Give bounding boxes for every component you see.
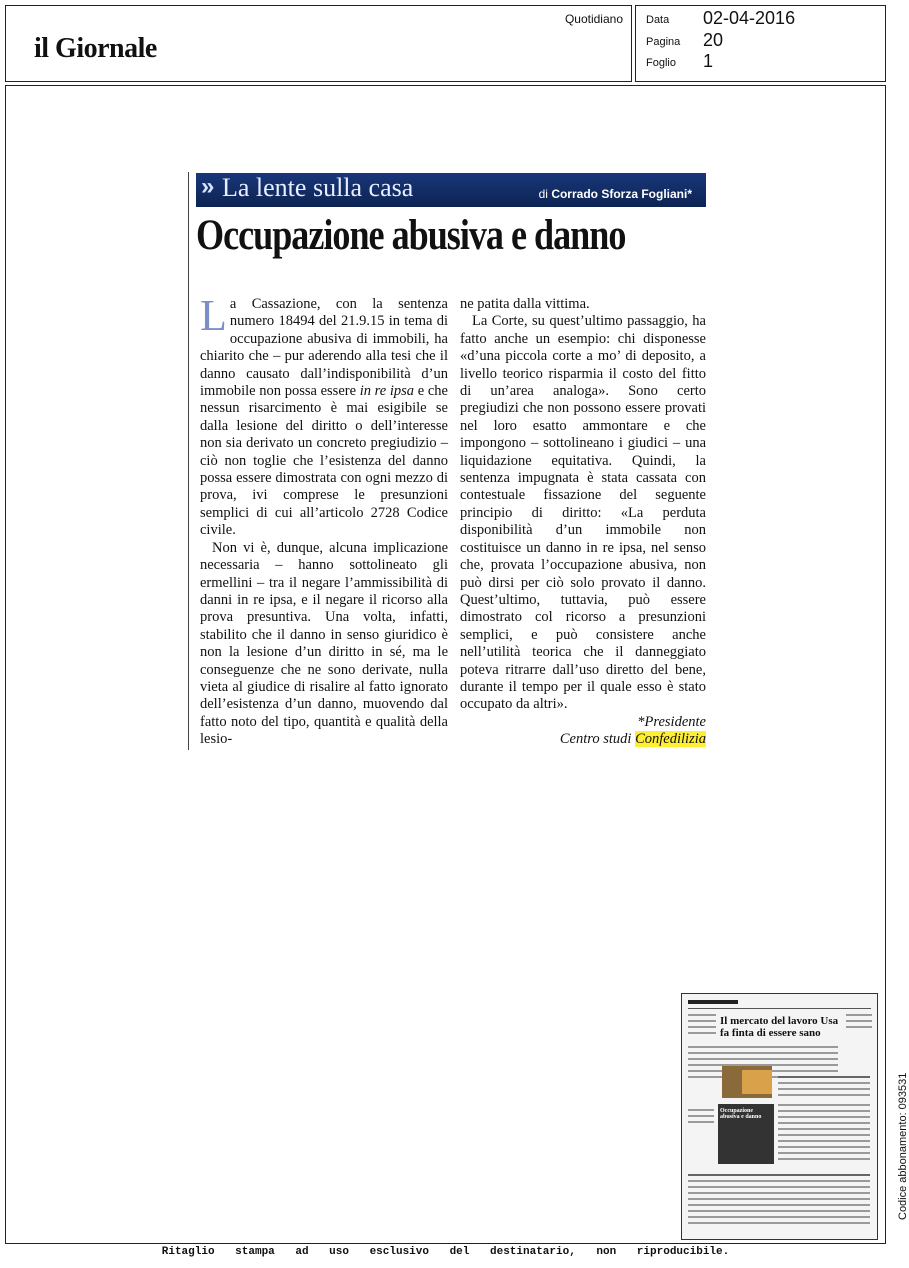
thumb-table-row: [778, 1128, 870, 1130]
thumb-table-row: [688, 1210, 870, 1212]
paragraph: La Corte, su quest’ultimo passaggio, ha fatto anche un esempio: chi disponesse «d’una piccola corte a mo’ di deposito, a livello teorico risparmia il costo del fitto di un’area analoga». Sono certo pregiudizi che non possono essere provati nel loro esatto ammontare e che impongono – sottolineano i giudici – una liquidazione equitativa. Quindi, la sentenza impugnata è stata cassata con contestuale fissazione del seguente principio di diritto: «La perduta disponibilità d’un immobile non costituisce un danno in re ipsa, nel senso che, provata l’occupazione abusiva, non può dirsi per ciò solo provato il danno. Quest’ultimo, tuttavia, può essere dimostrato col ricorso a presunzioni semplici, e può consistere anche nell’utilità teorica che il danneggiato poteva ritrarre dall’uso diretto del bene, durante il tempo per il quale esso è stato occupato da altri».: [460, 313, 706, 713]
thumb-table-row: [688, 1204, 870, 1206]
article: [188, 172, 708, 750]
paragraph: [200, 291, 448, 540]
thumb-table-row: [778, 1094, 870, 1096]
thumb-table-row: [688, 1222, 870, 1224]
page-thumbnail: [681, 993, 878, 1240]
thumb-table-row: [778, 1140, 870, 1142]
subscription-code: Codice abbonamento: 093531: [897, 1072, 909, 1220]
thumb-table-row: [778, 1146, 870, 1148]
thumb-table-row: [778, 1158, 870, 1160]
paragraph-italic: in re ipsa: [359, 383, 415, 400]
thumb-text: [688, 1109, 714, 1111]
article-headline: Occupazione abusiva e danno: [196, 212, 626, 259]
meta-value-page: 20: [703, 30, 724, 50]
thumb-text: [846, 1020, 872, 1022]
signature-title: *Presidente: [637, 713, 706, 730]
publication-name: il Giornale: [34, 33, 157, 64]
thumb-table-row: [778, 1110, 870, 1112]
thumb-text: [688, 1052, 838, 1054]
thumb-text: [846, 1014, 872, 1016]
thumb-article-headline: Occupazione abusiva e danno: [720, 1108, 762, 1121]
thumb-photo-detail: [742, 1070, 772, 1094]
meta-value-date: 02-04-2016: [703, 8, 796, 28]
paragraph: ne patita dalla vittima.: [460, 296, 590, 312]
thumb-table-row: [778, 1122, 870, 1124]
double-chevron-icon: »: [201, 173, 215, 200]
thumb-table-row: [688, 1186, 870, 1188]
thumb-table-row: [778, 1152, 870, 1154]
meta-value-sheet: 1: [703, 51, 714, 71]
thumb-table-row: [778, 1088, 870, 1090]
thumb-table-row: [778, 1134, 870, 1136]
signature-org-text: Centro studi: [559, 731, 636, 748]
thumb-table-row: [688, 1198, 870, 1200]
column-rule: [188, 172, 189, 750]
meta-label-page: Pagina: [646, 36, 681, 48]
publication-type: Quotidiano: [564, 12, 623, 26]
byline: [539, 187, 692, 201]
thumb-text: [688, 1115, 714, 1117]
highlighted-organization: Confedilizia: [635, 731, 706, 748]
paragraph: Non vi è, dunque, alcuna implicazione necessaria – hanno sottolineato gli ermellini – tra il negare l’ammissibilità di danni in re ipsa, e il negare il ricorso alla prova presuntiva. Una volta, infatti, stabilito che il danno in senso giuridico è non la lesione d’un diritto in sé, ma le conseguenze che ne sono derivate, nulla vieta al giudice di risalire al fatto ignorato dell’esistenza d’un danno, muovendo dal fatto noto del tipo, quantità e qualità della lesio-: [200, 539, 448, 748]
thumb-headline: Il mercato del lavoro Usa fa finta di essere sano: [720, 1015, 839, 1039]
thumb-text: [688, 1026, 716, 1028]
article-column-1: [200, 291, 448, 749]
footer-disclaimer: Ritaglio stampa ad uso esclusivo del destinatario, non riproducibile.: [161, 1246, 730, 1258]
thumb-table-row: [688, 1174, 870, 1176]
byline-prefix: di: [538, 187, 548, 201]
meta-label-date: Data: [646, 14, 670, 26]
thumb-table-row: [688, 1180, 870, 1182]
thumb-table-row: [778, 1116, 870, 1118]
paragraph-text: e che nessun risarcimento è mai esigibile se dalla lesione del diritto o dell’interesse non sia derivato un concreto pregiudizio – ciò non toglie che l’esistenza del danno possa essere dimostrata con ogni mezzo di prova, ivi comprese le presunzioni semplici di cui all’articolo 2728 Codice civile.: [200, 383, 448, 539]
thumb-text: [688, 1032, 716, 1034]
thumb-text: [846, 1026, 872, 1028]
signature-org: [460, 731, 706, 748]
byline-author: Corrado Sforza Fogliani*: [551, 187, 692, 201]
thumb-text: [688, 1046, 838, 1048]
thumb-text: [688, 1121, 714, 1123]
thumb-table-row: [778, 1076, 870, 1078]
thumb-text: [688, 1058, 838, 1060]
thumb-table-row: [688, 1192, 870, 1194]
thumb-header-bar: [688, 1000, 738, 1004]
thumb-text: [688, 1014, 716, 1016]
meta-label-sheet: Foglio: [646, 57, 676, 69]
thumb-table-row: [778, 1104, 870, 1106]
drop-cap: L: [200, 291, 227, 340]
rubric-title: La lente sulla casa: [222, 173, 414, 202]
article-column-2: [460, 296, 706, 749]
thumb-table-row: [688, 1216, 870, 1218]
thumb-rule: [688, 1008, 871, 1009]
thumb-text: [688, 1020, 716, 1022]
rubric-banner: [196, 173, 706, 207]
header-meta-box: [635, 5, 886, 82]
header-left-box: [5, 5, 632, 82]
paragraph-text: a Cassazione, con la sentenza numero 18494 del 21.9.15 in tema di occupazione abusiva di immobili, ha chiarito che – pur aderendo alla tesi che il danno causato dall’indisponibilità d’un immobile non possa essere: [200, 296, 448, 400]
thumb-table-row: [778, 1082, 870, 1084]
